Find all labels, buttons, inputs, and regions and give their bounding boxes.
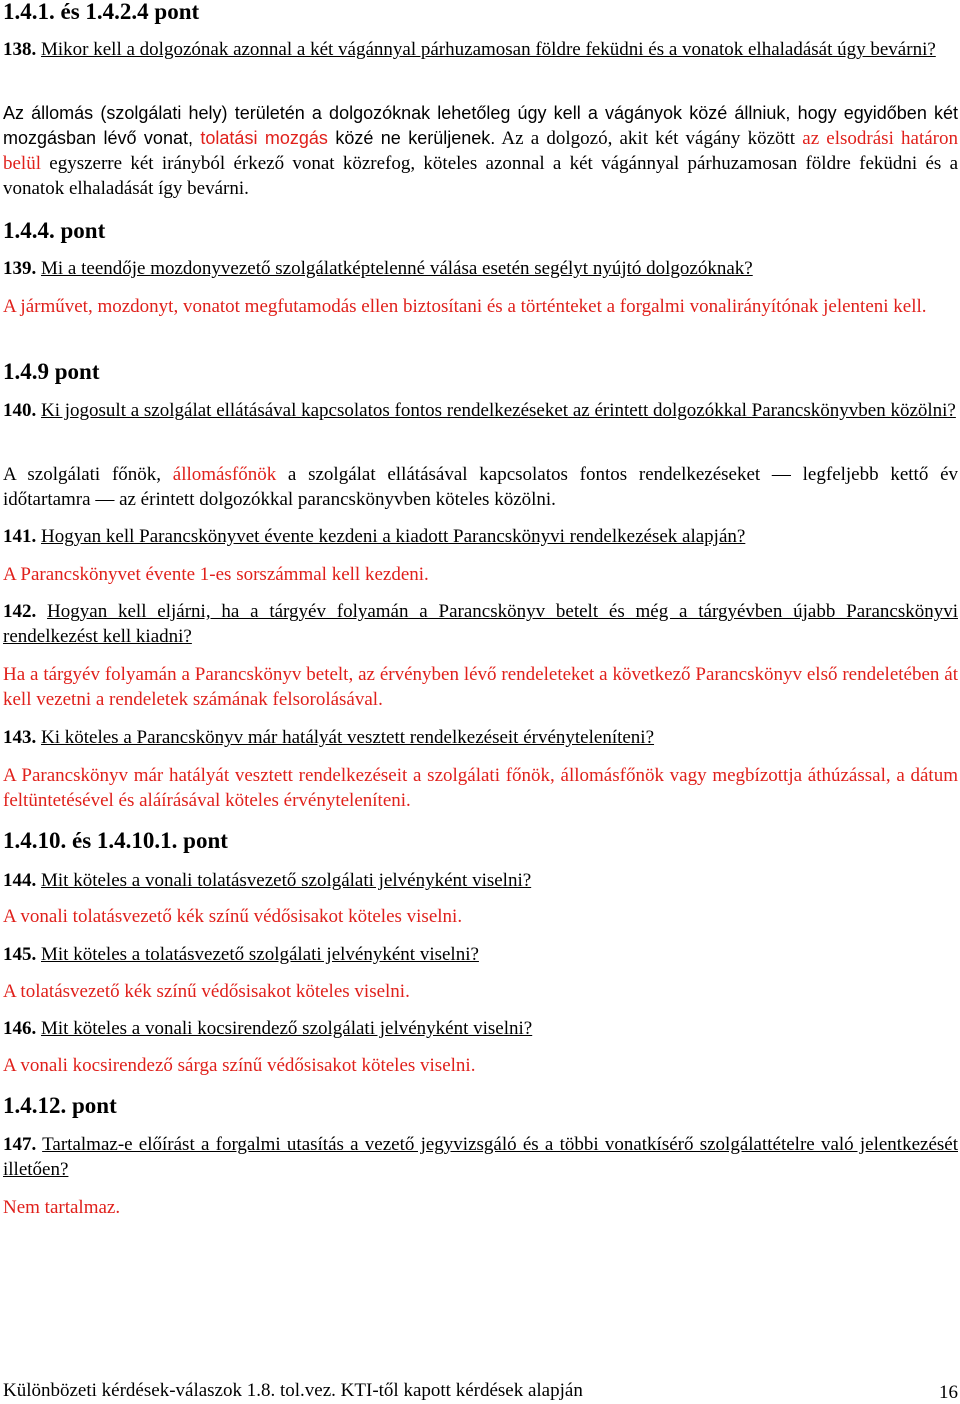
answer-144: A vonali tolatásvezető kék színű védősisakot köteles viselni. bbox=[3, 906, 463, 927]
question-142 bbox=[3, 599, 958, 649]
question-number: 146. bbox=[3, 1018, 37, 1039]
section-heading: 1.4.10. és 1.4.10.1. pont bbox=[3, 828, 228, 853]
question-text: Hogyan kell Parancskönyvet évente kezdeni a kiadott Parancskönyvi rendelkezések alapján? bbox=[41, 526, 746, 547]
answer-147: Nem tartalmaz. bbox=[3, 1197, 121, 1218]
page-footer bbox=[3, 1380, 958, 1402]
question-number: 143. bbox=[3, 727, 37, 748]
question-143 bbox=[3, 725, 958, 750]
question-text: Mit köteles a vonali tolatásvezető szolgálati jelvényként viselni? bbox=[41, 870, 532, 891]
question-number: 145. bbox=[3, 944, 37, 965]
question-number: 138. bbox=[3, 39, 37, 60]
question-139 bbox=[3, 256, 958, 281]
question-number: 140. bbox=[3, 400, 37, 421]
question-number: 141. bbox=[3, 526, 37, 547]
question-144 bbox=[3, 868, 958, 893]
question-140 bbox=[3, 398, 958, 423]
answer-139: A járművet, mozdonyt, vonatot megfutamodás ellen biztosítani és a történteket a forgalmi vonalirányítónak jelenteni kell. bbox=[3, 296, 927, 317]
question-138 bbox=[3, 37, 958, 62]
answer-142: Ha a tárgyév folyamán a Parancskönyv betelt, az érvényben lévő rendeleteket a következő Parancskönyv első rendeletében át kell vezetni a rendeletek számának felsorolásával. bbox=[3, 664, 958, 710]
question-number: 144. bbox=[3, 870, 37, 891]
question-number: 147. bbox=[3, 1134, 37, 1155]
question-text: Hogyan kell eljárni, ha a tárgyév folyamán a Parancskönyv betelt és még a tárgyévben újabb Parancskönyvi rendelkezést kell kiadni? bbox=[3, 601, 958, 647]
footer-title: Különbözeti kérdések-válaszok 1.8. tol.vez. KTI-től kapott kérdések alapján bbox=[3, 1380, 583, 1401]
question-141 bbox=[3, 524, 958, 549]
question-text: Mikor kell a dolgozónak azonnal a két vágánnyal párhuzamosan földre feküdni és a vonatok elhaladását úgy bevárni? bbox=[41, 39, 936, 60]
page-number: 16 bbox=[939, 1382, 958, 1403]
question-145 bbox=[3, 942, 958, 967]
question-text: Tartalmaz-e előírást a forgalmi utasítás a vezető jegyvizsgáló és a többi vonatkísérő szolgálattételre való jelentkezését illetően? bbox=[3, 1134, 958, 1180]
answer-146: A vonali kocsirendező sárga színű védősisakot köteles viselni. bbox=[3, 1055, 476, 1076]
section-heading: 1.4.12. pont bbox=[3, 1093, 117, 1118]
question-text: Ki jogosult a szolgálat ellátásával kapcsolatos fontos rendelkezéseket az érintett dolgozókkal Parancskönyvben közölni? bbox=[41, 400, 956, 421]
answer-140: A szolgálati főnök, állomásfőnök a szolgálat ellátásával kapcsolatos fontos rendelkezéseket — legfeljebb kettő év időtartamra — az érintett dolgozókkal parancskönyvben köteles közölni. bbox=[3, 464, 959, 510]
question-146 bbox=[3, 1016, 958, 1041]
section-heading: 1.4.9 pont bbox=[3, 359, 100, 384]
question-number: 142. bbox=[3, 601, 37, 622]
question-text: Mi a teendője mozdonyvezető szolgálatképtelenné válása esetén segélyt nyújtó dolgozóknak? bbox=[41, 258, 753, 279]
question-number: 139. bbox=[3, 258, 37, 279]
answer-143: A Parancskönyv már hatályát vesztett rendelkezéseit a szolgálati főnök, állomásfőnök vagy megbízottja áthúzással, a dátum feltüntetésével és aláírásával köteles érvényteleníteni. bbox=[3, 765, 958, 811]
answer-141: A Parancskönyvet évente 1-es sorszámmal kell kezdeni. bbox=[3, 564, 429, 585]
section-heading: 1.4.4. pont bbox=[3, 218, 106, 243]
section-heading: 1.4.1. és 1.4.2.4 pont bbox=[3, 0, 200, 24]
question-text: Ki köteles a Parancskönyv már hatályát vesztett rendelkezéseit érvényteleníteni? bbox=[41, 727, 655, 748]
question-text: Mit köteles a tolatásvezető szolgálati jelvényként viselni? bbox=[41, 944, 479, 965]
answer-138: Az állomás (szolgálati hely) területén a dolgozóknak lehetőleg úgy kell a vágányok közé állniuk, hogy egyidőben két mozgásban lévő vonat, tolatási mozgás közé ne kerüljenek. Az a dolgozó, akit két vágány között az elsodrási határon belül egyszerre két irányból érkező vonat közrefog, köteles azonnal a két vágánnyal párhuzamosan földre feküdni és a vonatok elhaladását így bevárni. bbox=[3, 103, 958, 199]
question-text: Mit köteles a vonali kocsirendező szolgálati jelvényként viselni? bbox=[41, 1018, 533, 1039]
question-147 bbox=[3, 1132, 958, 1182]
answer-145: A tolatásvezető kék színű védősisakot köteles viselni. bbox=[3, 981, 410, 1002]
